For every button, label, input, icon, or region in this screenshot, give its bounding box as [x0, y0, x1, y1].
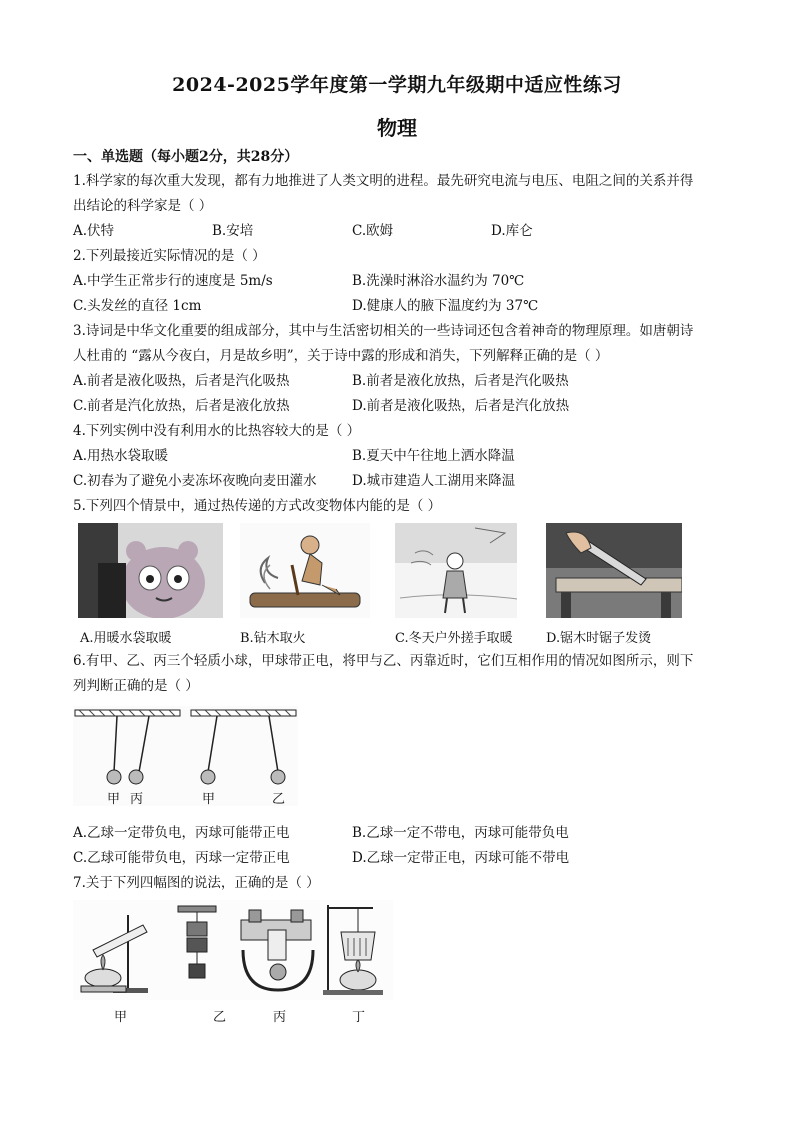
q6-label-yi: 乙 [272, 792, 286, 807]
q2-stem: 2.下列最接近实际情况的是（ ） [73, 248, 266, 264]
q1-stem-line2: 出结论的科学家是（ ） [73, 198, 213, 214]
q6-stem-line2: 列判断正确的是（ ） [73, 678, 199, 694]
q4-option-c: C.初春为了避免小麦冻坏夜晚向麦田灌水 [73, 473, 317, 489]
q5-option-b: B.钻木取火 [240, 631, 306, 646]
q6-option-d: D.乙球一定带正电，丙球可能不带电 [352, 850, 570, 866]
q5-option-d: D.锯木时锯子发烫 [546, 631, 652, 646]
q6-option-b: B.乙球一定不带电，丙球可能带负电 [352, 825, 569, 841]
q7-label-yi: 乙 [213, 1010, 227, 1025]
q5-stem: 5.下列四个情景中，通过热传递的方式改变物体内能的是（ ） [73, 498, 442, 514]
q4-option-a: A.用热水袋取暖 [73, 448, 169, 464]
q7-apparatus-diagrams [73, 900, 393, 1000]
section-heading: 一、单选题（每小题2分，共28分） [73, 149, 299, 165]
q3-stem-line1: 3.诗词是中华文化重要的组成部分，其中与生活密切相关的一些诗词还包含着神奇的物理原理。如唐朝诗 [73, 323, 694, 339]
q6-label-jia2: 甲 [202, 792, 216, 807]
subject-title: 物理 [377, 116, 417, 140]
q7-label-ding: 丁 [352, 1010, 366, 1025]
q5-picture-b [240, 523, 370, 618]
q1-stem-line1: 1.科学家的每次重大发现，都有力地推进了人类文明的进程。最先研究电流与电压、电阻之间的关系并得 [73, 173, 694, 189]
q7-label-bing: 丙 [273, 1010, 287, 1025]
q1-option-b: B.安培 [212, 223, 254, 239]
q1-option-a: A.伏特 [73, 223, 115, 239]
exam-title: 2024-2025学年度第一学期九年级期中适应性练习 [172, 74, 622, 96]
q3-option-b: B.前者是液化放热，后者是汽化吸热 [352, 373, 569, 389]
q2-option-c: C.头发丝的直径 1cm [73, 298, 202, 314]
q2-option-d: D.健康人的腋下温度约为 37℃ [352, 298, 539, 314]
q7-stem: 7.关于下列四幅图的说法，正确的是（ ） [73, 875, 320, 891]
q4-stem: 4.下列实例中没有利用水的比热容较大的是（ ） [73, 423, 361, 439]
q6-option-c: C.乙球可能带负电，丙球一定带正电 [73, 850, 290, 866]
q6-stem-line1: 6.有甲、乙、丙三个轻质小球，甲球带正电，将甲与乙、丙靠近时，它们互相作用的情况如图所示，则下 [73, 653, 694, 669]
q3-option-d: D.前者是液化吸热，后者是汽化放热 [352, 398, 570, 414]
q4-option-b: B.夏天中午往地上洒水降温 [352, 448, 515, 464]
q4-option-d: D.城市建造人工湖用来降温 [352, 473, 516, 489]
q3-option-c: C.前者是汽化放热，后者是液化放热 [73, 398, 290, 414]
q5-picture-c [395, 523, 517, 618]
q2-option-b: B.洗澡时淋浴水温约为 70℃ [352, 273, 525, 289]
q5-option-c: C.冬天户外搓手取暖 [395, 631, 513, 646]
q5-picture-a [78, 523, 223, 618]
q3-stem-line2: 人杜甫的 “露从今夜白，月是故乡明”，关于诗中露的形成和消失，下列解释正确的是（ ） [73, 348, 609, 364]
q6-option-a: A.乙球一定带负电，丙球可能带正电 [73, 825, 290, 841]
q7-label-jia: 甲 [114, 1010, 128, 1025]
q5-option-a: A.用暖水袋取暖 [80, 631, 172, 646]
q5-picture-d [546, 523, 682, 618]
q1-option-d: D.库仑 [491, 223, 533, 239]
q3-option-a: A.前者是液化吸热，后者是汽化吸热 [73, 373, 290, 389]
q6-label-jia: 甲 [107, 792, 121, 807]
q1-option-c: C.欧姆 [352, 223, 394, 239]
q6-label-bing: 丙 [130, 792, 144, 807]
q2-option-a: A.中学生正常步行的速度是 5m/s [73, 273, 273, 289]
